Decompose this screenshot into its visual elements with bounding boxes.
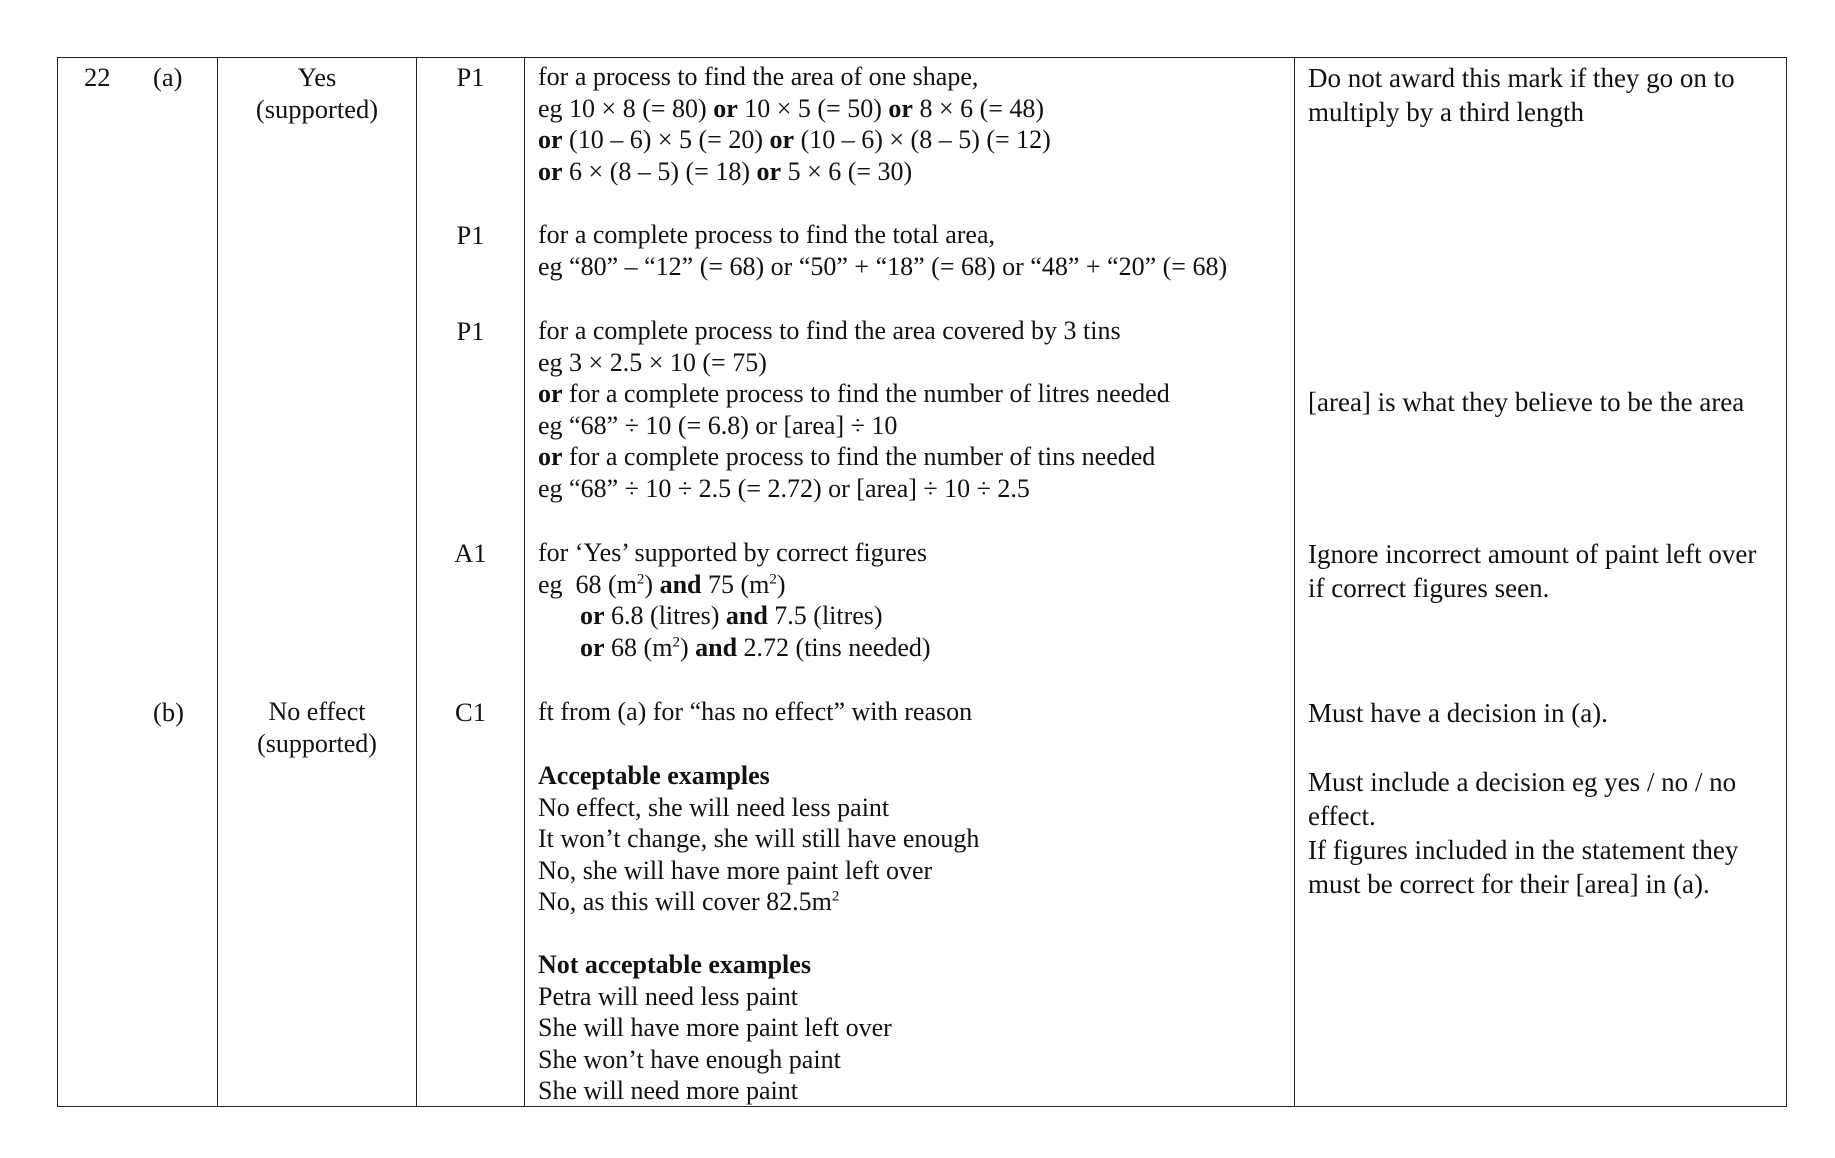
question-number: 22 <box>84 62 111 92</box>
description-line: for ‘Yes’ supported by correct figures <box>538 538 927 567</box>
mark-code: P1 <box>456 316 485 346</box>
answer-b-line: (supported) <box>257 728 377 758</box>
description-line: eg “80” – “12” (= 68) or “50” + “18” (= 68) or “48” + “20” (= 68) <box>538 251 1228 281</box>
mark-code: P1 <box>456 62 485 92</box>
acceptable-heading: Acceptable examples <box>538 761 770 790</box>
example-line: Petra will need less paint <box>538 981 798 1011</box>
guidance-note: Must have a decision in (a). <box>1308 698 1608 728</box>
example-line: No effect, she will need less paint <box>538 792 890 822</box>
description-line: ft from (a) for “has no effect” with reason <box>538 697 973 726</box>
guidance-note: Do not award this mark if they go on to multiply by a third length <box>1308 63 1735 127</box>
column-divider <box>524 58 525 1106</box>
part-label-a: (a) <box>153 62 183 92</box>
example-line: She won’t have enough paint <box>538 1044 841 1074</box>
guidance-note: Must include a decision eg yes / no / no effect. <box>1308 767 1737 831</box>
guidance-note: Ignore incorrect amount of paint left over if correct figures seen. <box>1308 539 1757 603</box>
acceptable-examples <box>538 760 979 918</box>
part-label-b: (b) <box>153 697 184 727</box>
answer-a <box>218 61 416 125</box>
column-divider <box>1294 58 1295 1106</box>
description-line: for a complete process to find the area covered by 3 tins <box>538 316 1121 345</box>
not-acceptable-examples <box>538 949 892 1107</box>
mark-description <box>538 315 1170 504</box>
description-line: or for a complete process to find the number of tins needed <box>538 442 1156 471</box>
description-line: or 6 × (8 – 5) (= 18) or 5 × 6 (= 30) <box>538 156 913 186</box>
description-line: eg 10 × 8 (= 80) or 10 × 5 (= 50) or 8 × 6 (= 48) <box>538 93 1045 123</box>
not-acceptable-heading: Not acceptable examples <box>538 950 811 979</box>
description-line: or for a complete process to find the number of litres needed <box>538 379 1170 408</box>
column-divider <box>217 58 218 1106</box>
guidance-note: [area] is what they believe to be the area <box>1308 387 1745 417</box>
description-line: eg “68” ÷ 10 ÷ 2.5 (= 2.72) or [area] ÷ 10 ÷ 2.5 <box>538 473 1030 503</box>
answer-a-line: Yes <box>297 62 337 92</box>
mark-scheme-table <box>57 57 1787 1107</box>
answer-b <box>218 696 416 759</box>
mark-description <box>538 219 1227 282</box>
example-line: No, as this will cover $82.5m^2$ <box>538 887 840 916</box>
mark-code: C1 <box>455 697 486 727</box>
description-line: eg “68” ÷ 10 (= 6.8) or [area] ÷ 10 <box>538 410 898 440</box>
example-line: She will need more paint <box>538 1076 798 1105</box>
description-line: eg 3 × 2.5 × 10 (= 75) <box>538 347 767 377</box>
example-line: It won’t change, she will still have enough <box>538 824 980 853</box>
description-line: or (10 – 6) × 5 (= 20) or (10 – 6) × (8 – 5) (= 12) <box>538 125 1051 154</box>
example-line: No, she will have more paint left over <box>538 855 933 885</box>
mark-description <box>538 537 931 663</box>
mark-code: P1 <box>456 220 485 250</box>
description-line: for a process to find the area of one shape, <box>538 62 979 91</box>
description-line: or 68 $(m^2)$ and 2.72 (tins needed) <box>580 632 931 662</box>
description-line: for a complete process to find the total area, <box>538 220 995 249</box>
mark-description <box>538 696 972 728</box>
description-line: eg 68 $(m^2)$ and 75 $(m^2)$ <box>538 569 786 599</box>
answer-a-line: (supported) <box>255 94 379 124</box>
column-divider <box>416 58 417 1106</box>
example-text: No, as this will cover 82.5m <box>538 887 832 916</box>
answer-b-line: No effect <box>268 697 366 726</box>
description-line: or 6.8 (litres) and 7.5 (litres) <box>580 601 883 630</box>
mark-description <box>538 61 1051 187</box>
example-line: She will have more paint left over <box>538 1013 892 1042</box>
mark-code: A1 <box>454 538 487 568</box>
guidance-note: If figures included in the statement they must be correct for their [area] in (a). <box>1308 835 1739 899</box>
